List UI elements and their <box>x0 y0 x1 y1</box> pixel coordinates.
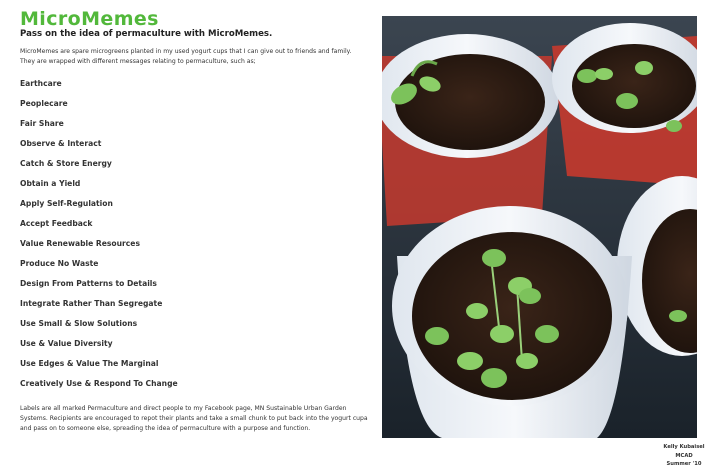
principle-item: Fair Share <box>20 119 64 128</box>
footnote-paragraph: Labels are all marked Permaculture and direct people to my Facebook page, MN Sustainable Urban Garden Systems. Recipients are encouraged to repot their plants and take a small chunk to put back into the yogurt cupa and pass on to someone else, spreading the idea of permaculture with a purpose and function. <box>20 405 368 432</box>
page-title: MicroMemes <box>20 8 159 30</box>
principles-list <box>20 76 178 396</box>
principle-item: Design From Patterns to Details <box>20 279 157 288</box>
principle-item: Obtain a Yield <box>20 179 81 188</box>
cup-top-right <box>552 23 697 186</box>
principle-item: Earthcare <box>20 79 62 88</box>
credit-name: Kelly Kubaisel <box>663 444 705 450</box>
principle-item: Use Edges & Value The Marginal <box>20 359 159 368</box>
credit-school: MCAD <box>675 452 693 459</box>
principle-item: Produce No Waste <box>20 259 99 268</box>
cup-top-left <box>382 34 559 226</box>
page-subtitle: Pass on the idea of permaculture with MicroMemes. <box>20 29 273 39</box>
principle-item: Creatively Use & Respond To Change <box>20 379 178 388</box>
seedling-cups-photo <box>382 16 697 438</box>
principle-item: Catch & Store Energy <box>20 159 112 168</box>
principle-item: Value Renewable Resources <box>20 239 140 248</box>
principle-item: Apply Self-Regulation <box>20 199 113 208</box>
principle-item: Peoplecare <box>20 99 68 108</box>
intro-paragraph: MicroMemes are spare microgreens planted in my used yogurt cups that I can give out to friends and family. They are wrapped with different messages relating to permaculture, such as; <box>20 48 352 65</box>
credit-block <box>650 443 718 469</box>
principle-item: Integrate Rather Than Segregate <box>20 299 163 308</box>
principle-item: Observe & Interact <box>20 139 102 148</box>
credit-term: Summer '10 <box>666 461 702 467</box>
principle-item: Accept Feedback <box>20 219 93 228</box>
principle-item: Use Small & Slow Solutions <box>20 319 138 328</box>
cup-bottom-center <box>392 206 632 438</box>
principle-item: Use & Value Diversity <box>20 339 113 348</box>
